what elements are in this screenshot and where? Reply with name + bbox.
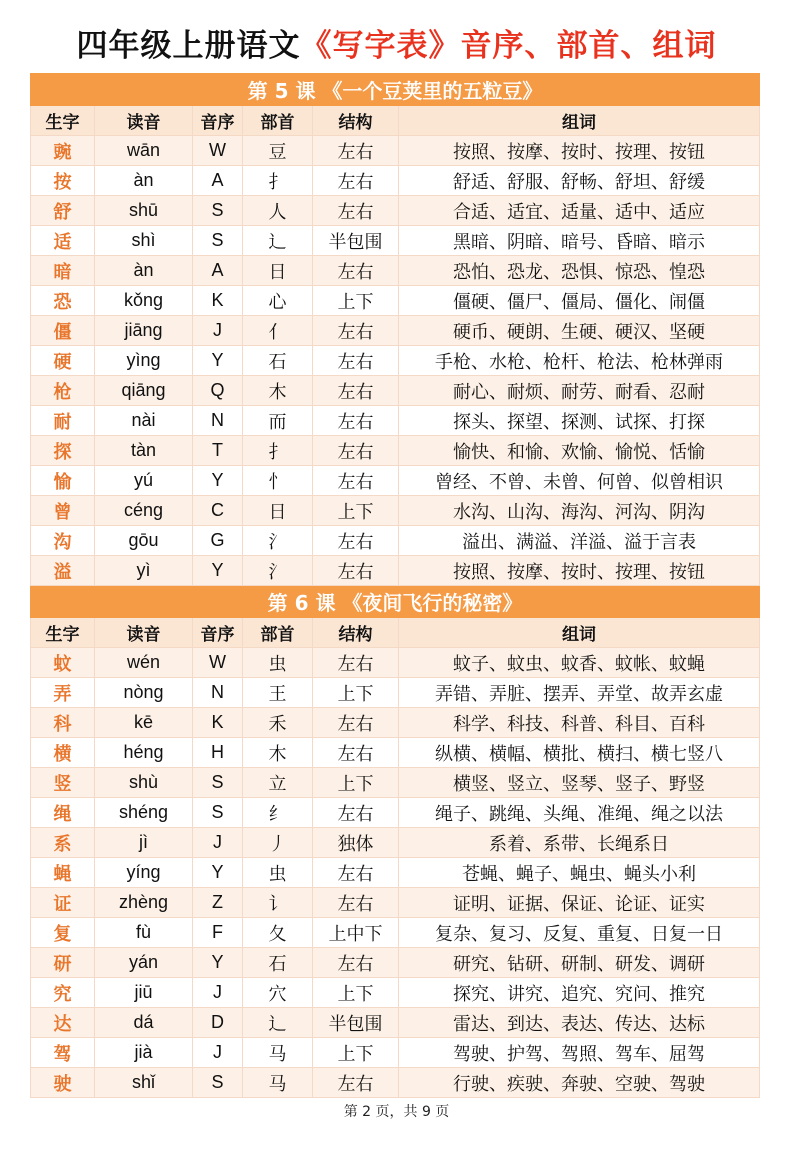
radical-cell: 夂 — [243, 918, 313, 948]
radical-cell: 马 — [243, 1068, 313, 1098]
initial-cell: Z — [193, 888, 243, 918]
radical-cell: 豆 — [243, 136, 313, 166]
words-cell: 证明、证据、保证、论证、证实 — [399, 888, 760, 918]
column-header: 部首 — [243, 106, 313, 136]
words-cell: 弄错、弄脏、摆弄、弄堂、故弄玄虚 — [399, 678, 760, 708]
title-red: 《写字表》 — [300, 28, 461, 64]
character-cell: 绳 — [31, 798, 95, 828]
words-cell: 硬币、硬朗、生硬、硬汉、坚硬 — [399, 316, 760, 346]
character-cell: 证 — [31, 888, 95, 918]
column-header: 生字 — [31, 106, 95, 136]
initial-cell: T — [193, 436, 243, 466]
column-header: 生字 — [31, 618, 95, 648]
title-black: 四年级上册语文 — [76, 28, 301, 64]
initial-cell: Y — [193, 556, 243, 586]
structure-cell: 上下 — [313, 496, 399, 526]
pinyin-cell: wén — [95, 648, 193, 678]
radical-cell: 扌 — [243, 436, 313, 466]
words-cell: 研究、钻研、研制、研发、调研 — [399, 948, 760, 978]
column-header: 结构 — [313, 618, 399, 648]
words-cell: 雷达、到达、表达、传达、达标 — [399, 1008, 760, 1038]
initial-cell: Q — [193, 376, 243, 406]
character-cell: 科 — [31, 708, 95, 738]
initial-cell: N — [193, 406, 243, 436]
pinyin-cell: yì — [95, 556, 193, 586]
pinyin-cell: céng — [95, 496, 193, 526]
character-cell: 枪 — [31, 376, 95, 406]
pinyin-cell: yán — [95, 948, 193, 978]
pinyin-cell: fù — [95, 918, 193, 948]
structure-cell: 左右 — [313, 256, 399, 286]
table-row — [31, 678, 760, 708]
pinyin-cell: yíng — [95, 858, 193, 888]
pinyin-cell: dá — [95, 1008, 193, 1038]
words-cell: 苍蝇、蝇子、蝇虫、蝇头小利 — [399, 858, 760, 888]
character-cell: 蚊 — [31, 648, 95, 678]
structure-cell: 左右 — [313, 1068, 399, 1098]
structure-cell: 左右 — [313, 376, 399, 406]
character-cell: 暗 — [31, 256, 95, 286]
structure-cell: 左右 — [313, 526, 399, 556]
column-header: 读音 — [95, 618, 193, 648]
vocabulary-table — [30, 73, 760, 1098]
lesson-header-row — [31, 586, 760, 618]
words-cell: 按照、按摩、按时、按理、按钮 — [399, 556, 760, 586]
structure-cell: 左右 — [313, 798, 399, 828]
table-row — [31, 556, 760, 586]
radical-cell: 石 — [243, 346, 313, 376]
words-cell: 驾驶、护驾、驾照、驾车、屈驾 — [399, 1038, 760, 1068]
initial-cell: S — [193, 768, 243, 798]
radical-cell: 讠 — [243, 888, 313, 918]
table-row — [31, 948, 760, 978]
lesson-header-row — [31, 74, 760, 106]
structure-cell: 左右 — [313, 738, 399, 768]
table-row — [31, 1068, 760, 1098]
words-cell: 溢出、满溢、洋溢、溢于言表 — [399, 526, 760, 556]
character-cell: 究 — [31, 978, 95, 1008]
pinyin-cell: kǒng — [95, 286, 193, 316]
table-row — [31, 226, 760, 256]
pinyin-cell: qiāng — [95, 376, 193, 406]
table-row — [31, 918, 760, 948]
table-row — [31, 196, 760, 226]
initial-cell: K — [193, 286, 243, 316]
character-cell: 沟 — [31, 526, 95, 556]
initial-cell: W — [193, 136, 243, 166]
words-cell: 纵横、横幅、横批、横扫、横七竖八 — [399, 738, 760, 768]
initial-cell: D — [193, 1008, 243, 1038]
radical-cell: 忄 — [243, 466, 313, 496]
structure-cell: 左右 — [313, 708, 399, 738]
structure-cell: 上下 — [313, 286, 399, 316]
structure-cell: 左右 — [313, 858, 399, 888]
pinyin-cell: zhèng — [95, 888, 193, 918]
structure-cell: 上下 — [313, 678, 399, 708]
table-row — [31, 316, 760, 346]
pinyin-cell: shì — [95, 226, 193, 256]
initial-cell: G — [193, 526, 243, 556]
structure-cell: 上中下 — [313, 918, 399, 948]
table-row — [31, 256, 760, 286]
structure-cell: 左右 — [313, 166, 399, 196]
words-cell: 行驶、疾驶、奔驶、空驶、驾驶 — [399, 1068, 760, 1098]
initial-cell: S — [193, 1068, 243, 1098]
table-row — [31, 466, 760, 496]
structure-cell: 半包围 — [313, 1008, 399, 1038]
structure-cell: 左右 — [313, 648, 399, 678]
pinyin-cell: àn — [95, 166, 193, 196]
column-header: 部首 — [243, 618, 313, 648]
table-row — [31, 496, 760, 526]
character-cell: 竖 — [31, 768, 95, 798]
initial-cell: S — [193, 196, 243, 226]
table-row — [31, 1008, 760, 1038]
table-row — [31, 406, 760, 436]
character-cell: 探 — [31, 436, 95, 466]
pinyin-cell: héng — [95, 738, 193, 768]
column-header-row — [31, 618, 760, 648]
lesson-title: 第 5 课 《一个豆荚里的五粒豆》 — [31, 74, 760, 106]
words-cell: 合适、适宜、适量、适中、适应 — [399, 196, 760, 226]
structure-cell: 上下 — [313, 768, 399, 798]
character-cell: 适 — [31, 226, 95, 256]
structure-cell: 左右 — [313, 136, 399, 166]
column-header: 读音 — [95, 106, 193, 136]
initial-cell: J — [193, 316, 243, 346]
character-cell: 豌 — [31, 136, 95, 166]
words-cell: 舒适、舒服、舒畅、舒坦、舒缓 — [399, 166, 760, 196]
pinyin-cell: nòng — [95, 678, 193, 708]
radical-cell: 虫 — [243, 648, 313, 678]
radical-cell: 虫 — [243, 858, 313, 888]
table-row — [31, 166, 760, 196]
table-row — [31, 286, 760, 316]
table-row — [31, 978, 760, 1008]
pinyin-cell: wān — [95, 136, 193, 166]
table-row — [31, 376, 760, 406]
words-cell: 曾经、不曾、未曾、何曾、似曾相识 — [399, 466, 760, 496]
vocabulary-sheet — [30, 73, 759, 1098]
character-cell: 蝇 — [31, 858, 95, 888]
initial-cell: S — [193, 798, 243, 828]
structure-cell: 左右 — [313, 196, 399, 226]
pinyin-cell: nài — [95, 406, 193, 436]
initial-cell: N — [193, 678, 243, 708]
pinyin-cell: shū — [95, 196, 193, 226]
pinyin-cell: gōu — [95, 526, 193, 556]
character-cell: 复 — [31, 918, 95, 948]
structure-cell: 左右 — [313, 556, 399, 586]
structure-cell: 左右 — [313, 406, 399, 436]
words-cell: 科学、科技、科普、科目、百科 — [399, 708, 760, 738]
radical-cell: 丿 — [243, 828, 313, 858]
pinyin-cell: àn — [95, 256, 193, 286]
pinyin-cell: shǐ — [95, 1068, 193, 1098]
table-row — [31, 648, 760, 678]
structure-cell: 左右 — [313, 436, 399, 466]
initial-cell: J — [193, 978, 243, 1008]
table-row — [31, 1038, 760, 1068]
table-row — [31, 738, 760, 768]
radical-cell: 日 — [243, 496, 313, 526]
initial-cell: Y — [193, 858, 243, 888]
character-cell: 系 — [31, 828, 95, 858]
words-cell: 耐心、耐烦、耐劳、耐看、忍耐 — [399, 376, 760, 406]
words-cell: 系着、系带、长绳系日 — [399, 828, 760, 858]
pinyin-cell: tàn — [95, 436, 193, 466]
radical-cell: 木 — [243, 376, 313, 406]
radical-cell: 心 — [243, 286, 313, 316]
table-row — [31, 828, 760, 858]
radical-cell: 石 — [243, 948, 313, 978]
character-cell: 弄 — [31, 678, 95, 708]
radical-cell: 王 — [243, 678, 313, 708]
structure-cell: 左右 — [313, 888, 399, 918]
radical-cell: 穴 — [243, 978, 313, 1008]
initial-cell: S — [193, 226, 243, 256]
initial-cell: J — [193, 828, 243, 858]
page-title — [0, 20, 793, 65]
radical-cell: 辶 — [243, 226, 313, 256]
words-cell: 愉快、和愉、欢愉、愉悦、恬愉 — [399, 436, 760, 466]
character-cell: 曾 — [31, 496, 95, 526]
radical-cell: 立 — [243, 768, 313, 798]
words-cell: 恐怕、恐龙、恐惧、惊恐、惶恐 — [399, 256, 760, 286]
words-cell: 横竖、竖立、竖琴、竖子、野竖 — [399, 768, 760, 798]
words-cell: 手枪、水枪、枪杆、枪法、枪林弹雨 — [399, 346, 760, 376]
radical-cell: 马 — [243, 1038, 313, 1068]
table-row — [31, 526, 760, 556]
radical-cell: 扌 — [243, 166, 313, 196]
pinyin-cell: shù — [95, 768, 193, 798]
initial-cell: H — [193, 738, 243, 768]
title-rest: 音序、部首、组词 — [460, 28, 717, 64]
pinyin-cell: jiū — [95, 978, 193, 1008]
radical-cell: 氵 — [243, 556, 313, 586]
character-cell: 耐 — [31, 406, 95, 436]
table-row — [31, 708, 760, 738]
radical-cell: 木 — [243, 738, 313, 768]
character-cell: 驾 — [31, 1038, 95, 1068]
table-row — [31, 798, 760, 828]
initial-cell: W — [193, 648, 243, 678]
table-row — [31, 436, 760, 466]
column-header: 音序 — [193, 106, 243, 136]
initial-cell: J — [193, 1038, 243, 1068]
pinyin-cell: jiāng — [95, 316, 193, 346]
words-cell: 按照、按摩、按时、按理、按钮 — [399, 136, 760, 166]
pinyin-cell: yìng — [95, 346, 193, 376]
structure-cell: 上下 — [313, 1038, 399, 1068]
initial-cell: A — [193, 256, 243, 286]
radical-cell: 辶 — [243, 1008, 313, 1038]
character-cell: 硬 — [31, 346, 95, 376]
words-cell: 复杂、复习、反复、重复、日复一日 — [399, 918, 760, 948]
character-cell: 达 — [31, 1008, 95, 1038]
words-cell: 水沟、山沟、海沟、河沟、阴沟 — [399, 496, 760, 526]
words-cell: 探头、探望、探测、试探、打探 — [399, 406, 760, 436]
radical-cell: 亻 — [243, 316, 313, 346]
initial-cell: Y — [193, 948, 243, 978]
column-header: 音序 — [193, 618, 243, 648]
column-header: 组词 — [399, 618, 760, 648]
table-row — [31, 888, 760, 918]
radical-cell: 日 — [243, 256, 313, 286]
words-cell: 绳子、跳绳、头绳、准绳、绳之以法 — [399, 798, 760, 828]
initial-cell: Y — [193, 346, 243, 376]
table-row — [31, 858, 760, 888]
structure-cell: 左右 — [313, 948, 399, 978]
initial-cell: K — [193, 708, 243, 738]
pinyin-cell: jì — [95, 828, 193, 858]
character-cell: 僵 — [31, 316, 95, 346]
structure-cell: 左右 — [313, 466, 399, 496]
column-header: 结构 — [313, 106, 399, 136]
pinyin-cell: shéng — [95, 798, 193, 828]
column-header-row — [31, 106, 760, 136]
character-cell: 按 — [31, 166, 95, 196]
column-header: 组词 — [399, 106, 760, 136]
pinyin-cell: yú — [95, 466, 193, 496]
structure-cell: 半包围 — [313, 226, 399, 256]
initial-cell: F — [193, 918, 243, 948]
character-cell: 溢 — [31, 556, 95, 586]
words-cell: 僵硬、僵尸、僵局、僵化、闹僵 — [399, 286, 760, 316]
initial-cell: Y — [193, 466, 243, 496]
initial-cell: A — [193, 166, 243, 196]
radical-cell: 纟 — [243, 798, 313, 828]
character-cell: 驶 — [31, 1068, 95, 1098]
pinyin-cell: kē — [95, 708, 193, 738]
character-cell: 愉 — [31, 466, 95, 496]
radical-cell: 禾 — [243, 708, 313, 738]
radical-cell: 而 — [243, 406, 313, 436]
radical-cell: 氵 — [243, 526, 313, 556]
character-cell: 舒 — [31, 196, 95, 226]
structure-cell: 独体 — [313, 828, 399, 858]
character-cell: 横 — [31, 738, 95, 768]
initial-cell: C — [193, 496, 243, 526]
page-footer: 第 2 页，共 9 页 — [343, 1104, 450, 1120]
structure-cell: 左右 — [313, 316, 399, 346]
table-row — [31, 136, 760, 166]
table-row — [31, 768, 760, 798]
character-cell: 恐 — [31, 286, 95, 316]
structure-cell: 左右 — [313, 346, 399, 376]
lesson-title: 第 6 课 《夜间飞行的秘密》 — [31, 586, 760, 618]
words-cell: 探究、讲究、追究、究问、推究 — [399, 978, 760, 1008]
character-cell: 研 — [31, 948, 95, 978]
structure-cell: 上下 — [313, 978, 399, 1008]
radical-cell: 人 — [243, 196, 313, 226]
words-cell: 黑暗、阴暗、暗号、昏暗、暗示 — [399, 226, 760, 256]
words-cell: 蚊子、蚊虫、蚊香、蚊帐、蚊蝇 — [399, 648, 760, 678]
table-row — [31, 346, 760, 376]
pinyin-cell: jià — [95, 1038, 193, 1068]
